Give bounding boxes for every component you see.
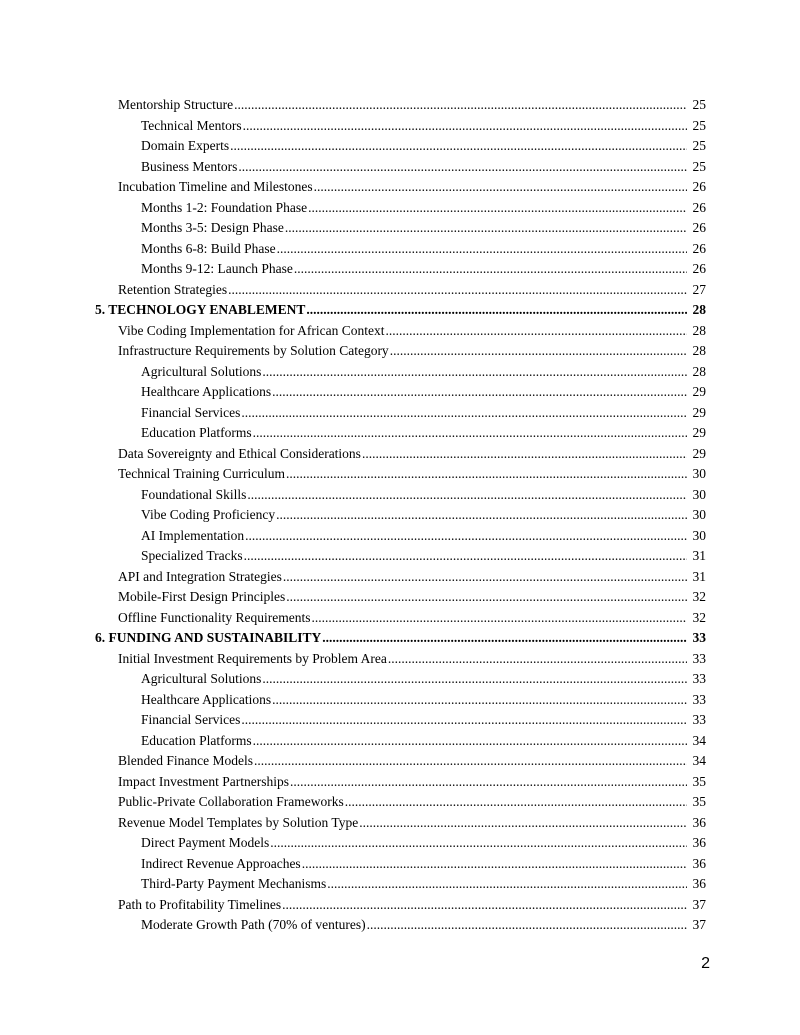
toc-entry-page: 30: [692, 466, 706, 481]
toc-entry[interactable]: [0, 546, 800, 567]
dot-leader: [306, 300, 687, 321]
toc-entry[interactable]: [0, 198, 800, 219]
toc-entry[interactable]: [0, 587, 800, 608]
dot-leader: [272, 382, 687, 403]
toc-entry[interactable]: [0, 362, 800, 383]
dot-leader: [314, 177, 687, 198]
toc-entry-title: Agricultural Solutions: [141, 363, 262, 379]
toc-entry-page: 26: [692, 179, 706, 194]
toc-entry-title: Public-Private Collaboration Frameworks: [118, 794, 344, 809]
dot-leader: [362, 444, 687, 465]
dot-leader: [322, 628, 687, 649]
toc-entry[interactable]: [0, 280, 800, 301]
toc-entry-page: 33: [692, 712, 706, 727]
toc-entry[interactable]: [0, 464, 800, 485]
toc-entry-page: 37: [692, 917, 706, 932]
toc-entry-title: Healthcare Applications: [141, 384, 272, 399]
toc-entry-title: Agricultural Solutions: [141, 671, 262, 686]
toc-entry-title: Vibe Coding Implementation for African Context: [118, 322, 385, 338]
dot-leader: [311, 608, 687, 629]
toc-entry-title: Financial Services: [141, 404, 241, 420]
toc-entry-title: Direct Payment Models: [141, 835, 270, 850]
dot-leader: [294, 259, 687, 280]
toc-entry-page: 29: [692, 404, 706, 420]
toc-entry-title: Months 6-8: Build Phase: [141, 240, 276, 256]
toc-entry-page: 29: [692, 384, 706, 399]
toc-entry[interactable]: [0, 772, 800, 793]
toc-entry[interactable]: [0, 239, 800, 260]
toc-entry-page: 36: [692, 835, 706, 850]
dot-leader: [253, 731, 687, 752]
dot-leader: [253, 423, 687, 444]
toc-entry[interactable]: [0, 915, 800, 936]
toc-entry[interactable]: [0, 628, 800, 649]
dot-leader: [327, 874, 687, 895]
toc-entry-title: Technical Mentors: [141, 117, 242, 133]
toc-entry-page: 25: [692, 117, 706, 133]
toc-entry-title: Moderate Growth Path (70% of ventures): [141, 917, 366, 932]
toc-entry-title: Technical Training Curriculum: [118, 466, 286, 481]
toc-entry-page: 29: [692, 445, 706, 461]
toc-entry-title: Mentorship Structure: [118, 97, 234, 112]
toc-entry[interactable]: [0, 300, 800, 321]
toc-entry[interactable]: [0, 444, 800, 465]
toc-entry-title: Impact Investment Partnerships: [118, 773, 289, 789]
toc-entry-title: Foundational Skills: [141, 486, 247, 502]
toc-entry-page: 37: [692, 896, 706, 912]
toc-entry-page: 28: [692, 343, 706, 358]
toc-entry-title: Blended Finance Models: [118, 753, 253, 768]
dot-leader: [243, 116, 687, 137]
toc-entry-page: 36: [692, 876, 706, 891]
toc-entry[interactable]: [0, 136, 800, 157]
toc-entry[interactable]: [0, 731, 800, 752]
dot-leader: [230, 136, 687, 157]
toc-entry-title: Initial Investment Requirements by Problem Area: [118, 650, 387, 666]
toc-entry-title: Financial Services: [141, 712, 241, 727]
toc-entry-page: 36: [692, 855, 706, 871]
dot-leader: [262, 669, 687, 690]
dot-leader: [286, 464, 687, 485]
toc-entry-page: 28: [692, 322, 706, 338]
toc-entry-page: 32: [692, 609, 706, 625]
toc-entry-title: Education Platforms: [141, 425, 252, 440]
dot-leader: [241, 403, 687, 424]
toc-entry[interactable]: [0, 874, 800, 895]
table-of-contents: [0, 95, 800, 936]
toc-entry-title: AI Implementation: [141, 527, 245, 543]
toc-entry[interactable]: [0, 485, 800, 506]
toc-entry[interactable]: [0, 116, 800, 137]
dot-leader: [282, 895, 687, 916]
toc-entry-title: Months 3-5: Design Phase: [141, 220, 284, 235]
toc-entry-title: Healthcare Applications: [141, 691, 272, 707]
toc-entry-page: 28: [692, 363, 706, 379]
toc-entry-title: Domain Experts: [141, 138, 230, 153]
toc-entry-page: 31: [692, 548, 706, 563]
toc-entry-page: 33: [692, 671, 706, 686]
toc-entry[interactable]: [0, 218, 800, 239]
dot-leader: [234, 95, 687, 116]
toc-entry-page: 35: [692, 794, 706, 809]
dot-leader: [247, 485, 687, 506]
toc-entry-title: Offline Functionality Requirements: [118, 609, 311, 625]
toc-entry-page: 25: [692, 138, 706, 153]
toc-entry-page: 30: [692, 486, 706, 502]
toc-entry-page: 32: [692, 589, 706, 604]
toc-entry[interactable]: [0, 567, 800, 588]
dot-leader: [285, 218, 687, 239]
toc-entry-page: 34: [692, 732, 706, 748]
toc-entry-page: 33: [692, 691, 706, 707]
toc-entry-page: 30: [692, 507, 706, 522]
dot-leader: [241, 710, 687, 731]
toc-entry-page: 30: [692, 527, 706, 543]
toc-entry-page: 33: [692, 630, 706, 645]
toc-entry[interactable]: [0, 813, 800, 834]
dot-leader: [254, 751, 687, 772]
toc-entry-page: 31: [692, 568, 706, 584]
dot-leader: [345, 792, 687, 813]
toc-entry[interactable]: [0, 669, 800, 690]
toc-entry-title: Specialized Tracks: [141, 548, 243, 563]
toc-entry-title: Third-Party Payment Mechanisms: [141, 876, 327, 891]
toc-entry-page: 33: [692, 650, 706, 666]
toc-entry[interactable]: [0, 833, 800, 854]
toc-entry[interactable]: [0, 751, 800, 772]
toc-entry-title: API and Integration Strategies: [118, 568, 282, 584]
toc-entry-title: Vibe Coding Proficiency: [141, 507, 276, 522]
toc-entry-page: 36: [692, 814, 706, 830]
toc-entry-page: 28: [692, 302, 706, 317]
toc-entry-title: Months 9-12: Launch Phase: [141, 261, 293, 276]
dot-leader: [277, 239, 687, 260]
dot-leader: [390, 341, 687, 362]
toc-entry-title: 6. FUNDING AND SUSTAINABILITY: [95, 630, 322, 645]
toc-entry-title: Months 1-2: Foundation Phase: [141, 199, 308, 215]
toc-entry-title: 5. TECHNOLOGY ENABLEMENT: [95, 302, 306, 317]
toc-entry[interactable]: [0, 341, 800, 362]
toc-entry-title: Infrastructure Requirements by Solution Category: [118, 343, 389, 358]
dot-leader: [244, 546, 687, 567]
toc-entry-page: 34: [692, 753, 706, 768]
toc-entry[interactable]: [0, 157, 800, 178]
toc-entry-title: Path to Profitability Timelines: [118, 896, 282, 912]
dot-leader: [228, 280, 687, 301]
toc-entry-title: Data Sovereignty and Ethical Considerations: [118, 445, 361, 461]
toc-entry-title: Incubation Timeline and Milestones: [118, 179, 313, 194]
dot-leader: [283, 567, 687, 588]
dot-leader: [245, 526, 687, 547]
dot-leader: [270, 833, 687, 854]
toc-entry[interactable]: [0, 895, 800, 916]
toc-entry-title: Education Platforms: [141, 732, 252, 748]
toc-entry[interactable]: [0, 321, 800, 342]
toc-entry-title: Business Mentors: [141, 158, 238, 174]
toc-entry[interactable]: [0, 95, 800, 116]
toc-entry[interactable]: [0, 177, 800, 198]
dot-leader: [272, 690, 687, 711]
toc-entry[interactable]: [0, 690, 800, 711]
toc-entry-page: 26: [692, 261, 706, 276]
toc-entry[interactable]: [0, 649, 800, 670]
dot-leader: [367, 915, 687, 936]
toc-entry-title: Indirect Revenue Approaches: [141, 855, 301, 871]
toc-entry-page: 26: [692, 199, 706, 215]
dot-leader: [359, 813, 687, 834]
toc-entry-page: 27: [692, 281, 706, 297]
toc-entry-page: 26: [692, 220, 706, 235]
dot-leader: [386, 321, 687, 342]
dot-leader: [388, 649, 687, 670]
toc-entry-page: 26: [692, 240, 706, 256]
dot-leader: [290, 772, 687, 793]
dot-leader: [308, 198, 687, 219]
page-number: 2: [701, 955, 710, 972]
toc-entry[interactable]: [0, 792, 800, 813]
dot-leader: [276, 505, 687, 526]
toc-entry-title: Mobile-First Design Principles: [118, 589, 286, 604]
toc-entry-page: 25: [692, 97, 706, 112]
toc-entry-page: 25: [692, 158, 706, 174]
toc-entry[interactable]: [0, 423, 800, 444]
toc-entry[interactable]: [0, 710, 800, 731]
toc-entry[interactable]: [0, 259, 800, 280]
toc-entry-page: 29: [692, 425, 706, 440]
toc-entry-title: Revenue Model Templates by Solution Type: [118, 814, 359, 830]
dot-leader: [302, 854, 687, 875]
toc-entry[interactable]: [0, 526, 800, 547]
dot-leader: [286, 587, 687, 608]
toc-entry[interactable]: [0, 505, 800, 526]
toc-entry[interactable]: [0, 403, 800, 424]
dot-leader: [262, 362, 687, 383]
toc-entry[interactable]: [0, 854, 800, 875]
toc-entry[interactable]: [0, 608, 800, 629]
toc-entry-title: Retention Strategies: [118, 281, 228, 297]
toc-entry-page: 35: [692, 773, 706, 789]
toc-entry[interactable]: [0, 382, 800, 403]
dot-leader: [238, 157, 687, 178]
